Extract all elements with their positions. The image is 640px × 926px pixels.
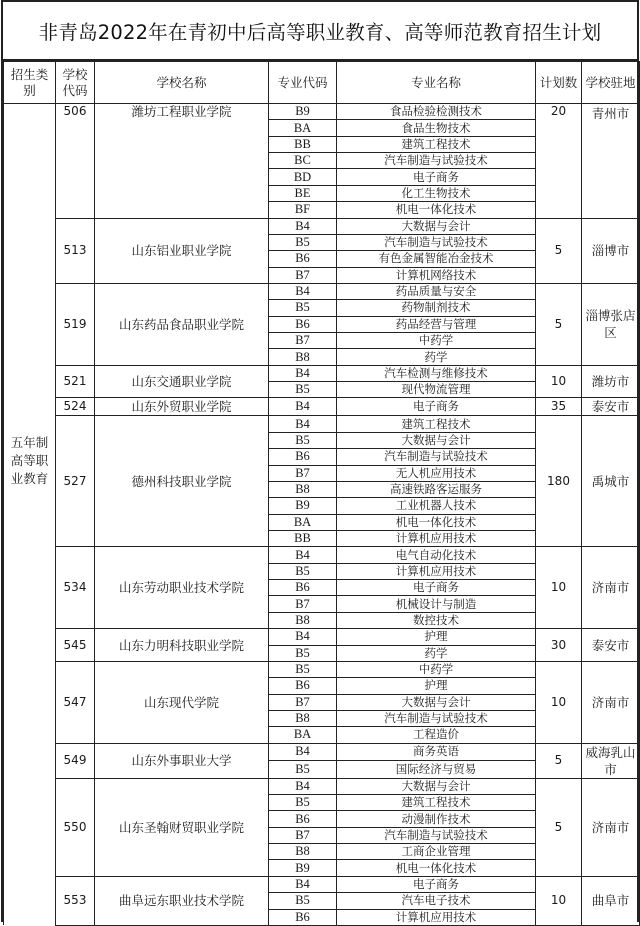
plan-count-cell: 30	[536, 629, 582, 662]
major-name-cell: 食品生物技术	[337, 120, 536, 136]
major-name-cell: 汽车制造与试验技术	[337, 827, 536, 843]
plan-count-cell: 10	[536, 661, 582, 743]
header-school-code: 学校代码	[56, 62, 95, 104]
major-name-cell: 药物制剂技术	[337, 300, 536, 316]
plan-count-cell: 35	[536, 398, 582, 416]
major-name-cell: 建筑工程技术	[337, 416, 536, 432]
major-code-cell: B4	[269, 778, 337, 794]
school-name-cell: 山东外贸职业学院	[95, 398, 269, 416]
header-category: 招生类别	[4, 62, 56, 104]
major-name-cell: 有色金属智能冶金技术	[337, 251, 536, 267]
major-name-cell: 电子商务	[337, 398, 536, 416]
major-name-cell: 数控技术	[337, 612, 536, 628]
major-code-cell: BE	[269, 185, 337, 201]
major-name-cell: 计算机应用技术	[337, 563, 536, 579]
plan-count-cell: 180	[536, 416, 582, 547]
major-code-cell: B5	[269, 563, 337, 579]
major-code-cell: B4	[269, 365, 337, 381]
major-name-cell: 工程造价	[337, 727, 536, 743]
table-row	[4, 398, 640, 416]
school-code-cell: 521	[56, 365, 95, 398]
header-row	[4, 62, 640, 104]
major-code-cell: B4	[269, 629, 337, 645]
major-name-cell: 中药学	[337, 333, 536, 349]
table-body	[4, 104, 640, 926]
major-name-cell: 汽车制造与试验技术	[337, 710, 536, 726]
header-plan-count: 计划数	[536, 62, 582, 104]
major-code-cell: B9	[269, 104, 337, 120]
school-code-cell: 524	[56, 398, 95, 416]
school-code-cell: 553	[56, 876, 95, 925]
school-name-cell: 山东铝业职业学院	[95, 218, 269, 283]
major-code-cell: B8	[269, 710, 337, 726]
school-code-cell: 549	[56, 743, 95, 778]
school-location-cell: 泰安市	[582, 629, 640, 662]
major-code-cell: B6	[269, 811, 337, 827]
major-name-cell: 汽车制造与试验技术	[337, 153, 536, 169]
table-row	[4, 365, 640, 381]
major-name-cell: 无人机应用技术	[337, 465, 536, 481]
major-name-cell: 药学	[337, 645, 536, 661]
header-location: 学校驻地	[582, 62, 640, 104]
major-code-cell: B8	[269, 349, 337, 365]
school-name-cell: 山东交通职业学院	[95, 365, 269, 398]
table-row	[4, 104, 640, 120]
major-code-cell: B7	[269, 267, 337, 283]
major-code-cell: BD	[269, 169, 337, 185]
major-code-cell: B8	[269, 612, 337, 628]
school-name-cell: 山东劳动职业技术学院	[95, 547, 269, 629]
header-school-name: 学校名称	[95, 62, 269, 104]
major-name-cell: 国际经济与贸易	[337, 761, 536, 779]
enrollment-plan-sheet	[1, 0, 639, 922]
school-code-cell: 550	[56, 778, 95, 876]
school-code-cell: 506	[56, 104, 95, 219]
school-location-cell: 曲阜市	[582, 876, 640, 925]
plan-count-cell: 5	[536, 743, 582, 778]
school-code-cell: 519	[56, 283, 95, 365]
major-name-cell: 护理	[337, 678, 536, 694]
plan-count-cell: 5	[536, 218, 582, 283]
major-name-cell: 大数据与会计	[337, 218, 536, 234]
major-name-cell: 汽车制造与试验技术	[337, 449, 536, 465]
school-code-cell: 547	[56, 661, 95, 743]
plan-count-cell: 10	[536, 876, 582, 925]
school-code-cell: 534	[56, 547, 95, 629]
major-name-cell: 电子商务	[337, 580, 536, 596]
school-location-cell: 威海乳山市	[582, 743, 640, 778]
major-code-cell: B4	[269, 547, 337, 563]
major-code-cell: B6	[269, 909, 337, 925]
major-code-cell: B5	[269, 795, 337, 811]
plan-count-cell: 20	[536, 104, 582, 219]
school-name-cell: 曲阜远东职业技术学院	[95, 876, 269, 925]
major-code-cell: B9	[269, 498, 337, 514]
table-row	[4, 547, 640, 563]
major-code-cell: BA	[269, 727, 337, 743]
plan-count-cell: 10	[536, 547, 582, 629]
major-code-cell: B4	[269, 416, 337, 432]
major-name-cell: 工业机器人技术	[337, 498, 536, 514]
major-code-cell: B5	[269, 761, 337, 779]
major-name-cell: 机械设计与制造	[337, 596, 536, 612]
major-name-cell: 机电一体化技术	[337, 860, 536, 876]
major-code-cell: B4	[269, 218, 337, 234]
school-location-cell: 禹城市	[582, 416, 640, 547]
school-name-cell: 山东药品食品职业学院	[95, 283, 269, 365]
table-row	[4, 876, 640, 892]
school-location-cell: 淄博张店区	[582, 283, 640, 365]
major-name-cell: 药品质量与安全	[337, 283, 536, 299]
school-location-cell: 青州市	[582, 104, 640, 219]
major-code-cell: BC	[269, 153, 337, 169]
plan-count-cell: 5	[536, 778, 582, 876]
major-code-cell: B6	[269, 251, 337, 267]
major-code-cell: B5	[269, 382, 337, 398]
major-name-cell: 汽车制造与试验技术	[337, 234, 536, 250]
major-name-cell: 食品检验检测技术	[337, 104, 536, 120]
school-name-cell: 德州科技职业学院	[95, 416, 269, 547]
header-major-code: 专业代码	[269, 62, 337, 104]
school-code-cell: 527	[56, 416, 95, 547]
major-name-cell: 药学	[337, 349, 536, 365]
school-location-cell: 济南市	[582, 661, 640, 743]
header-major-name: 专业名称	[337, 62, 536, 104]
major-code-cell: B6	[269, 678, 337, 694]
major-name-cell: 电子商务	[337, 169, 536, 185]
major-code-cell: BB	[269, 530, 337, 546]
category-cell: 五年制高等职业教育	[4, 104, 56, 926]
major-code-cell: BB	[269, 136, 337, 152]
major-code-cell: B8	[269, 844, 337, 860]
major-code-cell: B6	[269, 316, 337, 332]
major-code-cell: B7	[269, 596, 337, 612]
school-location-cell: 泰安市	[582, 398, 640, 416]
major-code-cell: BA	[269, 120, 337, 136]
major-code-cell: B4	[269, 398, 337, 416]
major-name-cell: 计算机应用技术	[337, 909, 536, 925]
major-code-cell: B5	[269, 432, 337, 448]
major-name-cell: 护理	[337, 629, 536, 645]
school-name-cell: 山东现代学院	[95, 661, 269, 743]
school-name-cell: 潍坊工程职业学院	[95, 104, 269, 219]
major-name-cell: 计算机网络技术	[337, 267, 536, 283]
table-row	[4, 416, 640, 432]
school-code-cell: 545	[56, 629, 95, 662]
table-row	[4, 629, 640, 645]
major-code-cell: B5	[269, 234, 337, 250]
major-name-cell: 大数据与会计	[337, 778, 536, 794]
major-name-cell: 汽车检测与维修技术	[337, 365, 536, 381]
school-location-cell: 潍坊市	[582, 365, 640, 398]
table-row	[4, 743, 640, 761]
major-code-cell: B5	[269, 893, 337, 909]
major-code-cell: B5	[269, 661, 337, 677]
major-name-cell: 化工生物技术	[337, 185, 536, 201]
school-location-cell: 济南市	[582, 547, 640, 629]
major-name-cell: 高速铁路客运服务	[337, 481, 536, 497]
major-code-cell: B6	[269, 580, 337, 596]
major-name-cell: 工商企业管理	[337, 844, 536, 860]
major-name-cell: 建筑工程技术	[337, 136, 536, 152]
major-name-cell: 动漫制作技术	[337, 811, 536, 827]
major-code-cell: B6	[269, 449, 337, 465]
major-code-cell: B4	[269, 283, 337, 299]
table-row	[4, 283, 640, 299]
major-code-cell: B4	[269, 876, 337, 892]
major-name-cell: 汽车电子技术	[337, 893, 536, 909]
school-location-cell: 淄博市	[582, 218, 640, 283]
major-code-cell: B7	[269, 827, 337, 843]
plan-count-cell: 5	[536, 283, 582, 365]
school-name-cell: 山东外事职业大学	[95, 743, 269, 778]
major-name-cell: 大数据与会计	[337, 432, 536, 448]
major-name-cell: 商务英语	[337, 743, 536, 761]
major-name-cell: 中药学	[337, 661, 536, 677]
major-code-cell: B9	[269, 860, 337, 876]
plan-count-cell: 10	[536, 365, 582, 398]
major-name-cell: 现代物流管理	[337, 382, 536, 398]
major-name-cell: 机电一体化技术	[337, 202, 536, 218]
table-row	[4, 661, 640, 677]
enrollment-plan-table	[3, 61, 640, 926]
major-name-cell: 建筑工程技术	[337, 795, 536, 811]
school-name-cell: 山东力明科技职业学院	[95, 629, 269, 662]
major-name-cell: 药品经营与管理	[337, 316, 536, 332]
major-name-cell: 电子商务	[337, 876, 536, 892]
table-row	[4, 218, 640, 234]
school-location-cell: 济南市	[582, 778, 640, 876]
major-code-cell: B4	[269, 743, 337, 761]
page-title: 非青岛2022年在青初中后高等职业教育、高等师范教育招生计划	[3, 2, 637, 61]
major-name-cell: 机电一体化技术	[337, 514, 536, 530]
major-name-cell: 大数据与会计	[337, 694, 536, 710]
major-code-cell: B8	[269, 481, 337, 497]
major-code-cell: BA	[269, 514, 337, 530]
major-name-cell: 电气自动化技术	[337, 547, 536, 563]
major-name-cell: 计算机应用技术	[337, 530, 536, 546]
major-code-cell: B5	[269, 300, 337, 316]
table-row	[4, 778, 640, 794]
school-code-cell: 513	[56, 218, 95, 283]
major-code-cell: B7	[269, 694, 337, 710]
major-code-cell: B7	[269, 333, 337, 349]
major-code-cell: BF	[269, 202, 337, 218]
school-name-cell: 山东圣翰财贸职业学院	[95, 778, 269, 876]
major-code-cell: B5	[269, 645, 337, 661]
major-code-cell: B7	[269, 465, 337, 481]
